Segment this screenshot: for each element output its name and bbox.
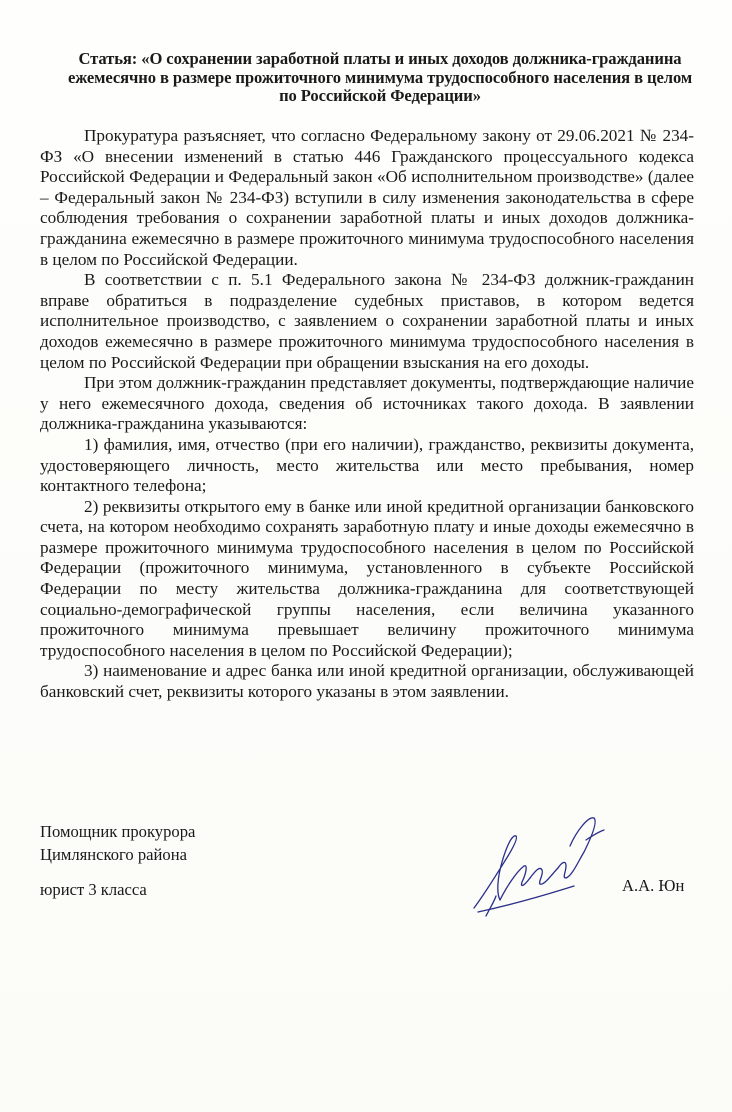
signatory-rank: юрист 3 класса [40,880,147,899]
article-title: Статья: «О сохранении заработной платы и иных доходов должника-гражданина ежемесячно в размере прожиточного минимума трудоспособного населения в целом по Российской Федерации» [67,49,693,105]
list-item-1: 1) фамилия, имя, отчество (при его наличии), гражданство, реквизиты документа, удостоверяющего личность, место жительства или место пребывания, номер контактного телефона; [40,434,694,496]
handwritten-signature [466,812,616,922]
position-line-2: Цимлянского района [40,845,187,864]
signatory-name: А.А. Юн [622,876,685,895]
signatory-position [40,820,195,866]
paragraph-documents: При этом должник-гражданин представляет документы, подтверждающие наличие у него ежемесячного дохода, сведения об источниках такого дохода. В заявлении должника-гражданина указываются: [40,373,694,434]
paragraph-intro: Прокуратура разъясняет, что согласно Федеральному закону от 29.06.2021 № 234-ФЗ «О внесении изменений в статью 446 Гражданского процессуального кодекса Российской Федерации и Федеральный закон «Об исполнительном производстве» (далее – Федеральный закон № 234-ФЗ) вступили в силу изменения законодательства в сфере соблюдения требования о сохранении заработной платы и иных доходов должника-гражданина ежемесячно в размере прожиточного минимума трудоспособного населения в целом по Российской Федерации. [40,126,694,269]
paragraph-right-to-apply: В соответствии с п. 5.1 Федерального закона № 234-ФЗ должник-гражданин вправе обратиться в подразделение судебных приставов, в котором ведется исполнительное производство, с заявлением о сохранении заработной платы и иных доходов ежемесячно в размере прожиточного минимума трудоспособного населения в целом по Российской Федерации при обращении взыскания на его доходы. [40,270,694,372]
list-item-3: 3) наименование и адрес банка или иной кредитной организации, обслуживающей банковский счет, реквизиты которого указаны в этом заявлении. [40,661,694,702]
position-line-1: Помощник прокурора [40,822,196,841]
article-body [40,126,694,703]
list-item-2: 2) реквизиты открытого ему в банке или иной кредитной организации банковского счета, на котором необходимо сохранять заработную плату и иные доходы ежемесячно в размере прожиточного минимума трудоспособного населения в целом по Российской Федерации (прожиточного минимума, установленного в субъекте Российской Федерации по месту жительства должника-гражданина для соответствующей социально-демографической группы населения, если величина указанного прожиточного минимума превышает величину прожиточного минимума трудоспособного населения в целом по Российской Федерации); [40,496,694,660]
